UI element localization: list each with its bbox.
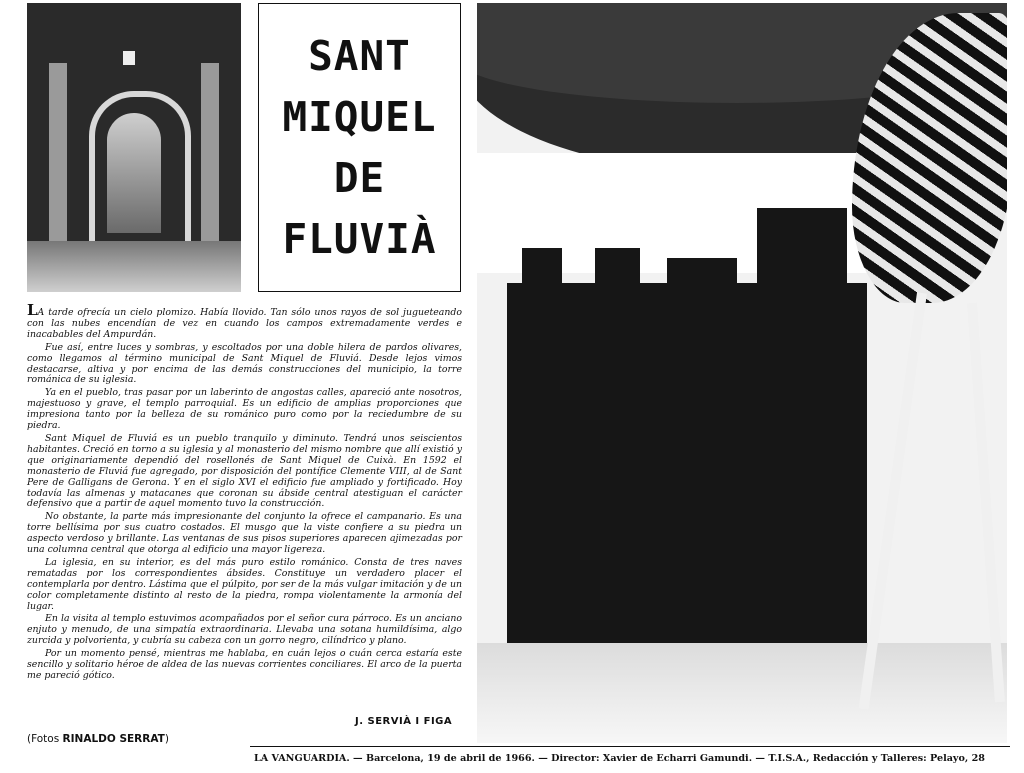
article-paragraph: LA tarde ofrecía un cielo plomizo. Había llovido. Tan sólo unos rayos de sol jugueteando con las nubes encendían de vez en cuando los campos extremadamente verdes e inacabables del Ampurdán. (27, 301, 462, 340)
apse (107, 113, 161, 233)
battlement (522, 248, 562, 288)
article-paragraph: La iglesia, en su interior, es del más puro estilo románico. Consta de tres naves rematadas por los correspondientes ábsides. Constituye un verdadero placer el contemplarla por dentro. Lástima que el púlpito, por ser de la más vulgar imitación y de un color completamente distinto al resto de la piedra, rompa violentamente la armonía del lugar. (27, 556, 462, 612)
article-paragraph: En la visita al templo estuvimos acompañados por el señor cura párroco. Es un anciano enjuto y menudo, de una simpatía extraordinaria. Llevaba una sotana humildísima, algo zurcida y polvorienta, y cubría su cabeza con un gorro negro, cilíndrico y plano. (27, 613, 462, 647)
article-paragraph: Ya en el pueblo, tras pasar por un laberinto de angostas calles, apareció ante nosotros, majestuoso y grave, el templo parroquial. Es un edificio de amplias proporciones que impresiona tanto por la belleza de su románico puro como por la reciedumbre de su piedra. (27, 387, 462, 432)
title-line-4: FLUVIÀ (282, 214, 437, 263)
nave-floor (27, 241, 241, 292)
newspaper-footer: LA VANGUARDIA. — Barcelona, 19 de abril de 1966. — Director: Xavier de Echarri Gamundi. — T.I.S.A., Redacción y Talleres: Pelayo, 28 (254, 753, 985, 764)
vault-lamp (123, 51, 135, 65)
title-line-1: SANT (308, 31, 411, 80)
battlement (757, 208, 847, 288)
article-paragraph: No obstante, la parte más impresionante del conjunto la ofrece el campanario. Es una torre bellísima por sus cuatro costados. El musgo que la viste confiere a su piedra un aspecto verdoso y brillante. Las ventanas de sus pisos superiores aparecen ajimezadas por una columna central que otorga al edificio una mayor ligereza. (27, 511, 462, 556)
article-paragraph: Fue así, entre luces y sombras, y escoltados por una doble hilera de pardos olivares, como llegamos al término municipal de Sant Miquel de Fluviá. Desde lejos vimos destacarse, altiva y por encima de las demás construcciones del municipio, la torre románica de su iglesia. (27, 341, 462, 386)
article-paragraph: Por un momento pensé, mientras me hablaba, en cuán lejos o cuán cerca estaría este sencillo y solitario héroe de aldea de las nuevas corrientes conciliares. El arco de la puerta me pareció gótico. (27, 648, 462, 681)
photo-credit: (Fotos RINALDO SERRAT) (27, 733, 169, 745)
church-interior-photo (27, 3, 241, 292)
photographer-name: RINALDO SERRAT (62, 733, 165, 745)
title-line-3: DE (333, 153, 386, 202)
article-body (27, 301, 462, 684)
ground (477, 643, 1007, 743)
fortified-apse (507, 283, 867, 683)
battlement (595, 248, 640, 288)
drop-cap: L (27, 301, 38, 319)
author-signature: J. SERVIÀ I FIGA (355, 716, 453, 727)
article-paragraph: Sant Miquel de Fluviá es un pueblo tranquilo y diminuto. Tendrá unos seiscientos habitantes. Creció en torno a su iglesia y al monasterio del mismo nombre que allí existió y que originariamente dependió del rosellonés de Sant Miquel de Cuixà. En 1592 el monasterio de Fluviá fue agregado, por disposición del pontífice Clemente VIII, al de Sant Pere de Galligans de Gerona. Y en el siglo XVI el edificio fue ampliado y fortificado. Hoy todavía las almenas y matacanes que coronan su ábside central atestiguan el carácter defensivo que a partir de aquel momento tuvo la construcción. (27, 432, 462, 510)
article-title (258, 3, 461, 292)
pillar-left (49, 63, 67, 243)
pillar-right (201, 63, 219, 243)
title-line-2: MIQUEL (282, 92, 437, 141)
church-exterior-photo (477, 3, 1007, 743)
footer-rule (250, 746, 1010, 747)
